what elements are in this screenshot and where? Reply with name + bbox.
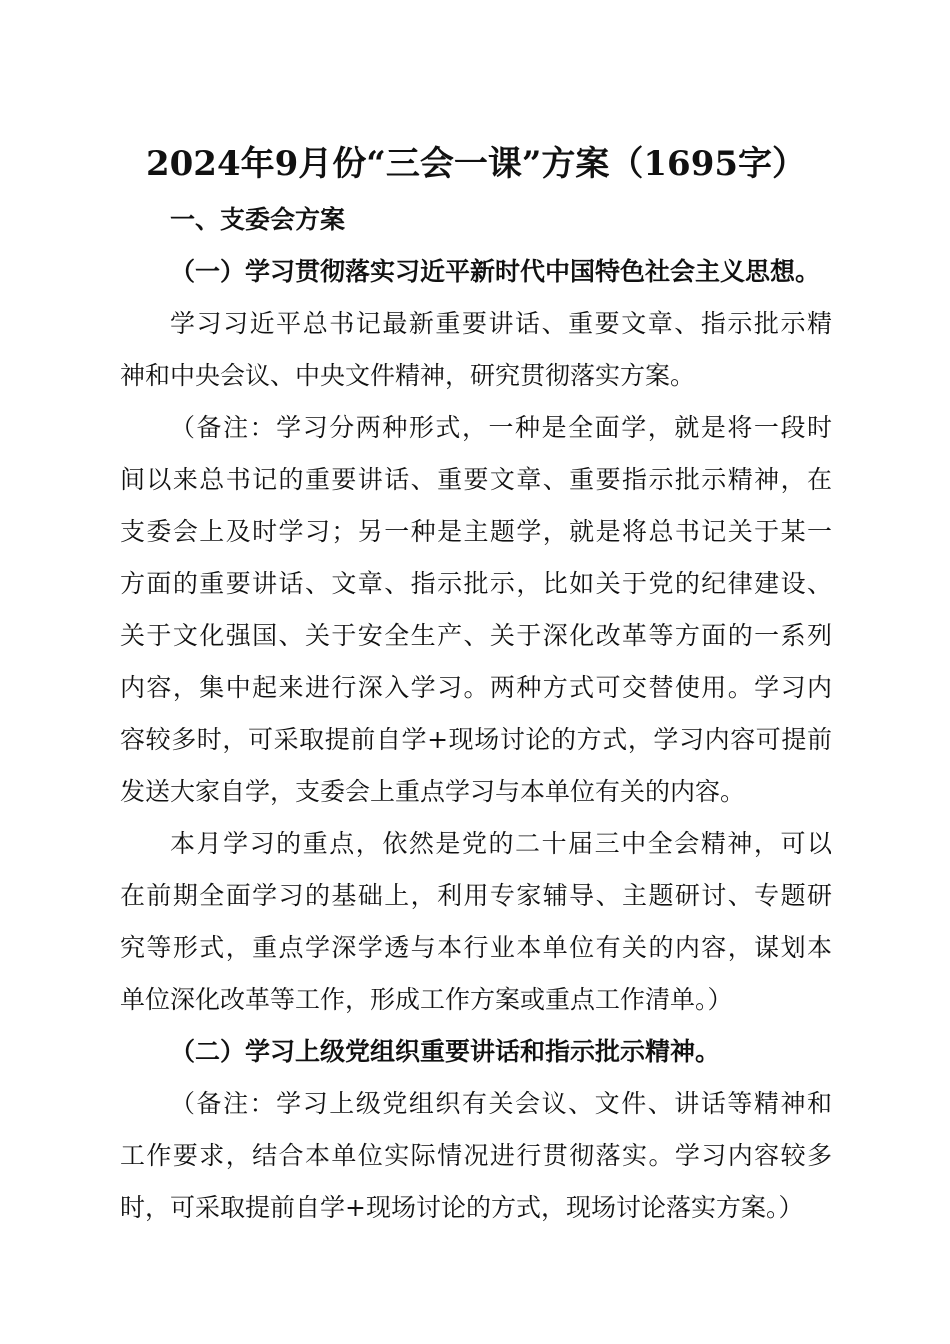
paragraph-study-speeches xyxy=(120,298,832,402)
paragraph-line: 方面的重要讲话、文章、指示批示，比如关于党的纪律建设、 xyxy=(120,569,832,598)
item-heading-study-thought: （一）学习贯彻落实习近平新时代中国特色社会主义思想。 xyxy=(170,257,821,286)
paragraph-line: （备注：学习分两种形式，一种是全面学，就是将一段时 xyxy=(170,413,832,442)
paragraph-line: 在前期全面学习的基础上，利用专家辅导、主题研讨、专题研 xyxy=(120,881,832,910)
paragraph-monthly-focus xyxy=(120,818,832,1026)
paragraph-note-superior-study xyxy=(120,1078,832,1234)
paragraph-line: 内容，集中起来进行深入学习。两种方式可交替使用。学习内 xyxy=(120,673,832,702)
paragraph-line: 时，可采取提前自学+现场讨论的方式，现场讨论落实方案。） xyxy=(120,1193,804,1222)
paragraph-line: 支委会上及时学习；另一种是主题学，就是将总书记关于某一 xyxy=(120,517,832,546)
paragraph-line: 容较多时，可采取提前自学+现场讨论的方式，学习内容可提前 xyxy=(120,725,832,754)
paragraph-line: （备注：学习上级党组织有关会议、文件、讲话等精神和 xyxy=(170,1089,832,1118)
paragraph-line: 间以来总书记的重要讲话、重要文章、重要指示批示精神，在 xyxy=(120,465,832,494)
paragraph-line: 单位深化改革等工作，形成工作方案或重点工作清单。） xyxy=(120,985,733,1014)
paragraph-line: 发送大家自学，支委会上重点学习与本单位有关的内容。 xyxy=(120,777,746,806)
paragraph-line: 本月学习的重点，依然是党的二十届三中全会精神，可以 xyxy=(170,829,832,858)
paragraph-note-study-forms xyxy=(120,402,832,818)
document-title: 2024年9月份“三会一课”方案（1695字） xyxy=(145,144,807,184)
paragraph-line: 神和中央会议、中央文件精神，研究贯彻落实方案。 xyxy=(120,361,696,390)
paragraph-line: 学习习近平总书记最新重要讲话、重要文章、指示批示精 xyxy=(170,309,832,338)
section-heading-branch-committee: 一、支委会方案 xyxy=(170,205,346,234)
item-heading-superior-instructions: （二）学习上级党组织重要讲话和指示批示精神。 xyxy=(170,1037,721,1066)
paragraph-line: 工作要求，结合本单位实际情况进行贯彻落实。学习内容较多 xyxy=(120,1141,832,1170)
paragraph-line: 关于文化强国、关于安全生产、关于深化改革等方面的一系列 xyxy=(120,621,832,650)
paragraph-line: 究等形式，重点学深学透与本行业本单位有关的内容，谋划本 xyxy=(120,933,832,962)
